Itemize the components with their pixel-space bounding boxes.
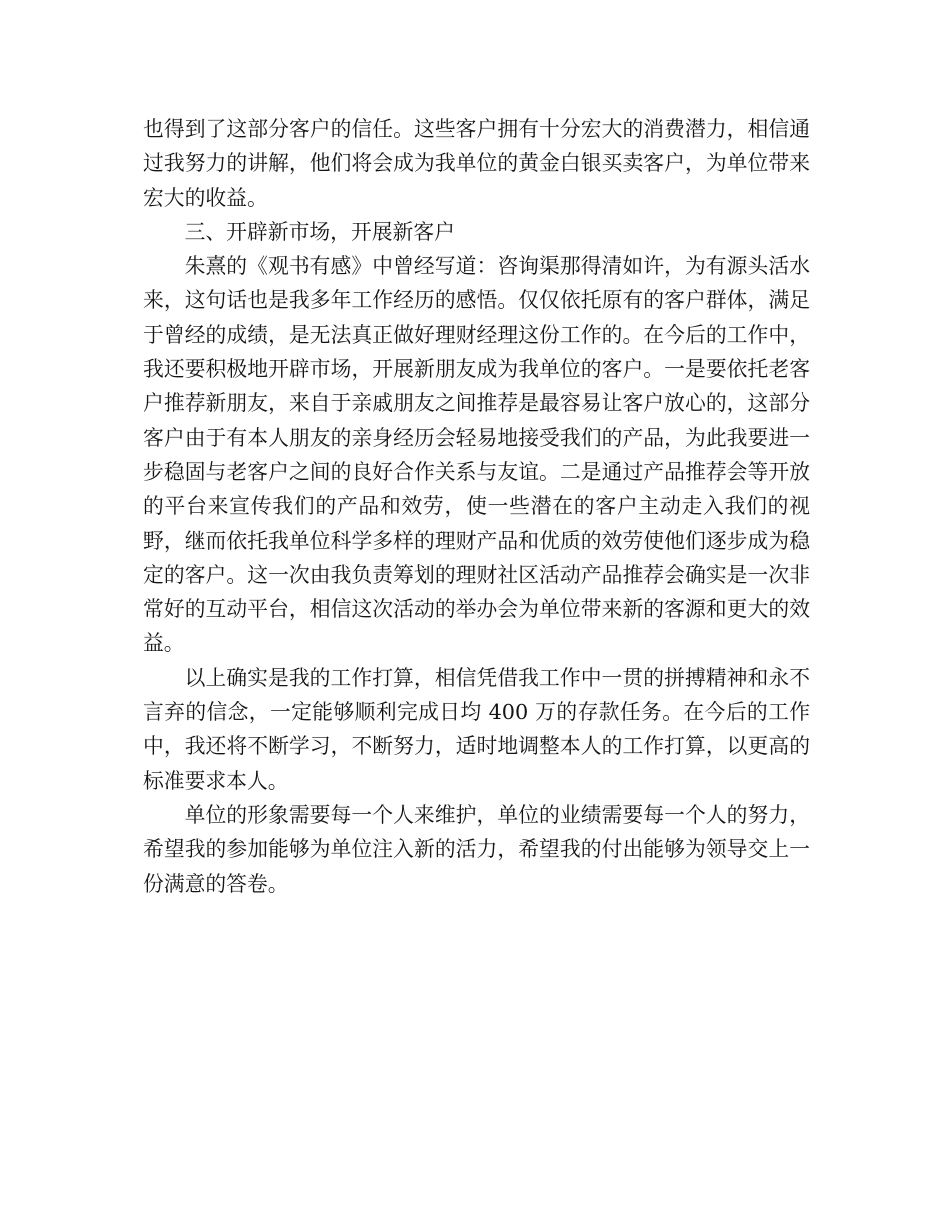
paragraph-closing: 单位的形象需要每一个人来维护，单位的业绩需要每一个人的努力，希望我的参加能够为单位注入新的活力，希望我的付出能够为领导交上一份满意的答卷。: [143, 802, 810, 896]
paragraph-work-plan: 以上确实是我的工作打算，相信凭借我工作中一贯的拼搏精神和永不言弃的信念，一定能够顺利完成日均 400 万的存款任务。在今后的工作中，我还将不断学习，不断努力，适时地调整本人的工作打算，以更高的标准要求本人。: [143, 665, 810, 793]
paragraph-customer-trust: 也得到了这部分客户的信任。这些客户拥有十分宏大的消费潜力，相信通过我努力的讲解，他们将会成为我单位的黄金白银买卖客户，为单位带来宏大的收益。: [143, 117, 810, 210]
paragraph-new-customers: 朱熹的《观书有感》中曾经写道：咨询渠那得清如许，为有源头活水来，这句话也是我多年工作经历的感悟。仅仅依托原有的客户群体，满足于曾经的成绩，是无法真正做好理财经理这份工作的。在今后的工作中，我还要积极地开辟市场，开展新朋友成为我单位的客户。一是要依托老客户推荐新朋友，来自于亲戚朋友之间推荐是最容易让客户放心的，这部分客户由于有本人朋友的亲身经历会轻易地接受我们的产品，为此我要进一步稳固与老客户之间的良好合作关系与友谊。二是通过产品推荐会等开放的平台来宣传我们的产品和效劳，使一些潜在的客户主动走入我们的视野，继而依托我单位科学多样的理财产品和优质的效劳使他们逐步成为稳定的客户。这一次由我负责筹划的理财社区活动产品推荐会确实是一次非常好的互动平台，相信这次活动的举办会为单位带来新的客源和更大的效益。: [143, 254, 810, 656]
section-heading-new-market: 三、开辟新市场，开展新客户: [184, 219, 455, 244]
document-body: [143, 112, 810, 901]
